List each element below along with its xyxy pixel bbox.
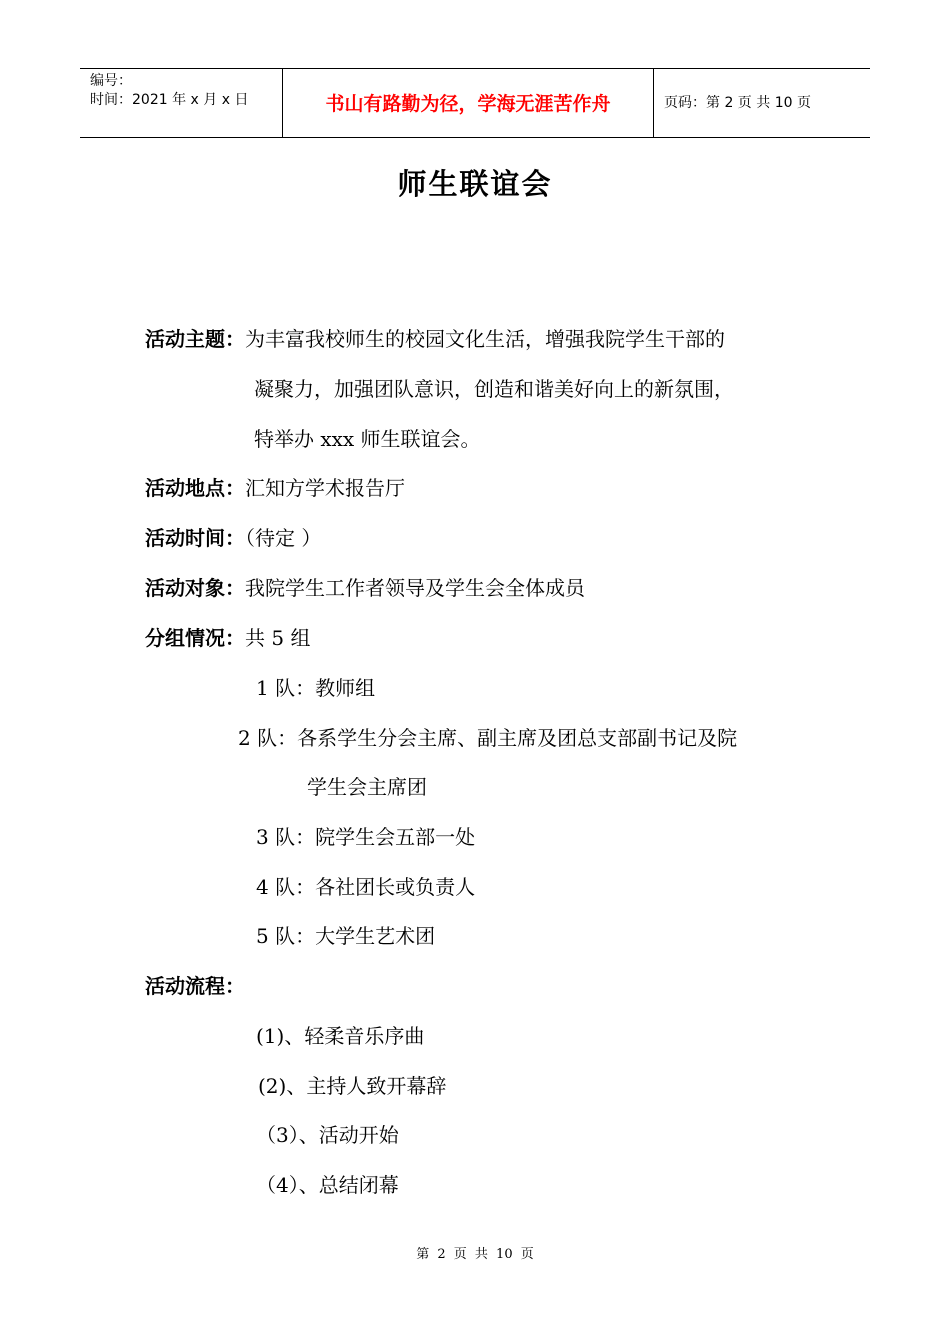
page-footer: 第 2 页 共 10 页 — [416, 1247, 534, 1262]
header-info-cell — [80, 69, 283, 137]
process-item-1: (1)、轻柔音乐序曲 — [256, 1024, 425, 1048]
process-item-4: （4）、总结闭幕 — [256, 1173, 399, 1197]
audience-label: 活动对象： — [145, 576, 245, 600]
location-value: 汇知方学术报告厅 — [245, 476, 405, 500]
header-motto-cell — [283, 69, 654, 137]
header-page-cell — [654, 69, 870, 137]
header-number-label: 编号： — [90, 73, 132, 89]
document-title: 师生联谊会 — [397, 167, 553, 201]
header-date: 时间：2021 年 x 月 x 日 — [90, 92, 249, 108]
time-label: 活动时间： — [145, 526, 245, 550]
process-label: 活动流程： — [145, 974, 245, 998]
group-item-4: 4 队：各社团长或负责人 — [256, 875, 476, 899]
groups-value: 共 5 组 — [245, 626, 311, 650]
time-line — [145, 524, 321, 552]
theme-line — [145, 325, 725, 353]
process-item-3: （3）、活动开始 — [256, 1123, 399, 1147]
process-line — [145, 972, 245, 1000]
page-header — [80, 68, 870, 138]
theme-text-2: 凝聚力，加强团队意识，创造和谐美好向上的新氛围， — [254, 377, 734, 401]
group-item-5: 5 队：大学生艺术团 — [256, 924, 436, 948]
group-item-3: 3 队：院学生会五部一处 — [256, 825, 476, 849]
time-value: （待定 ） — [245, 526, 322, 550]
theme-text-3: 特举办 xxx 师生联谊会。 — [254, 427, 481, 451]
location-line — [145, 474, 405, 502]
groups-label: 分组情况： — [145, 626, 245, 650]
theme-label: 活动主题： — [145, 327, 245, 351]
group-item-2: 2 队：各系学生分会主席、副主席及团总支部副书记及院 — [238, 726, 738, 750]
group-item-2-continued: 学生会主席团 — [307, 775, 427, 799]
header-motto: 书山有路勤为径，学海无涯苦作舟 — [325, 93, 611, 115]
process-item-2: (2)、主持人致开幕辞 — [258, 1074, 447, 1098]
header-page-info: 页码：第 2 页 共 10 页 — [664, 95, 811, 111]
location-label: 活动地点： — [145, 476, 245, 500]
theme-text-1: 为丰富我校师生的校园文化生活，增强我院学生干部的 — [245, 327, 725, 351]
audience-line — [145, 574, 585, 602]
group-item-1: 1 队：教师组 — [256, 676, 376, 700]
groups-line — [145, 624, 310, 652]
audience-value: 我院学生工作者领导及学生会全体成员 — [245, 576, 585, 600]
